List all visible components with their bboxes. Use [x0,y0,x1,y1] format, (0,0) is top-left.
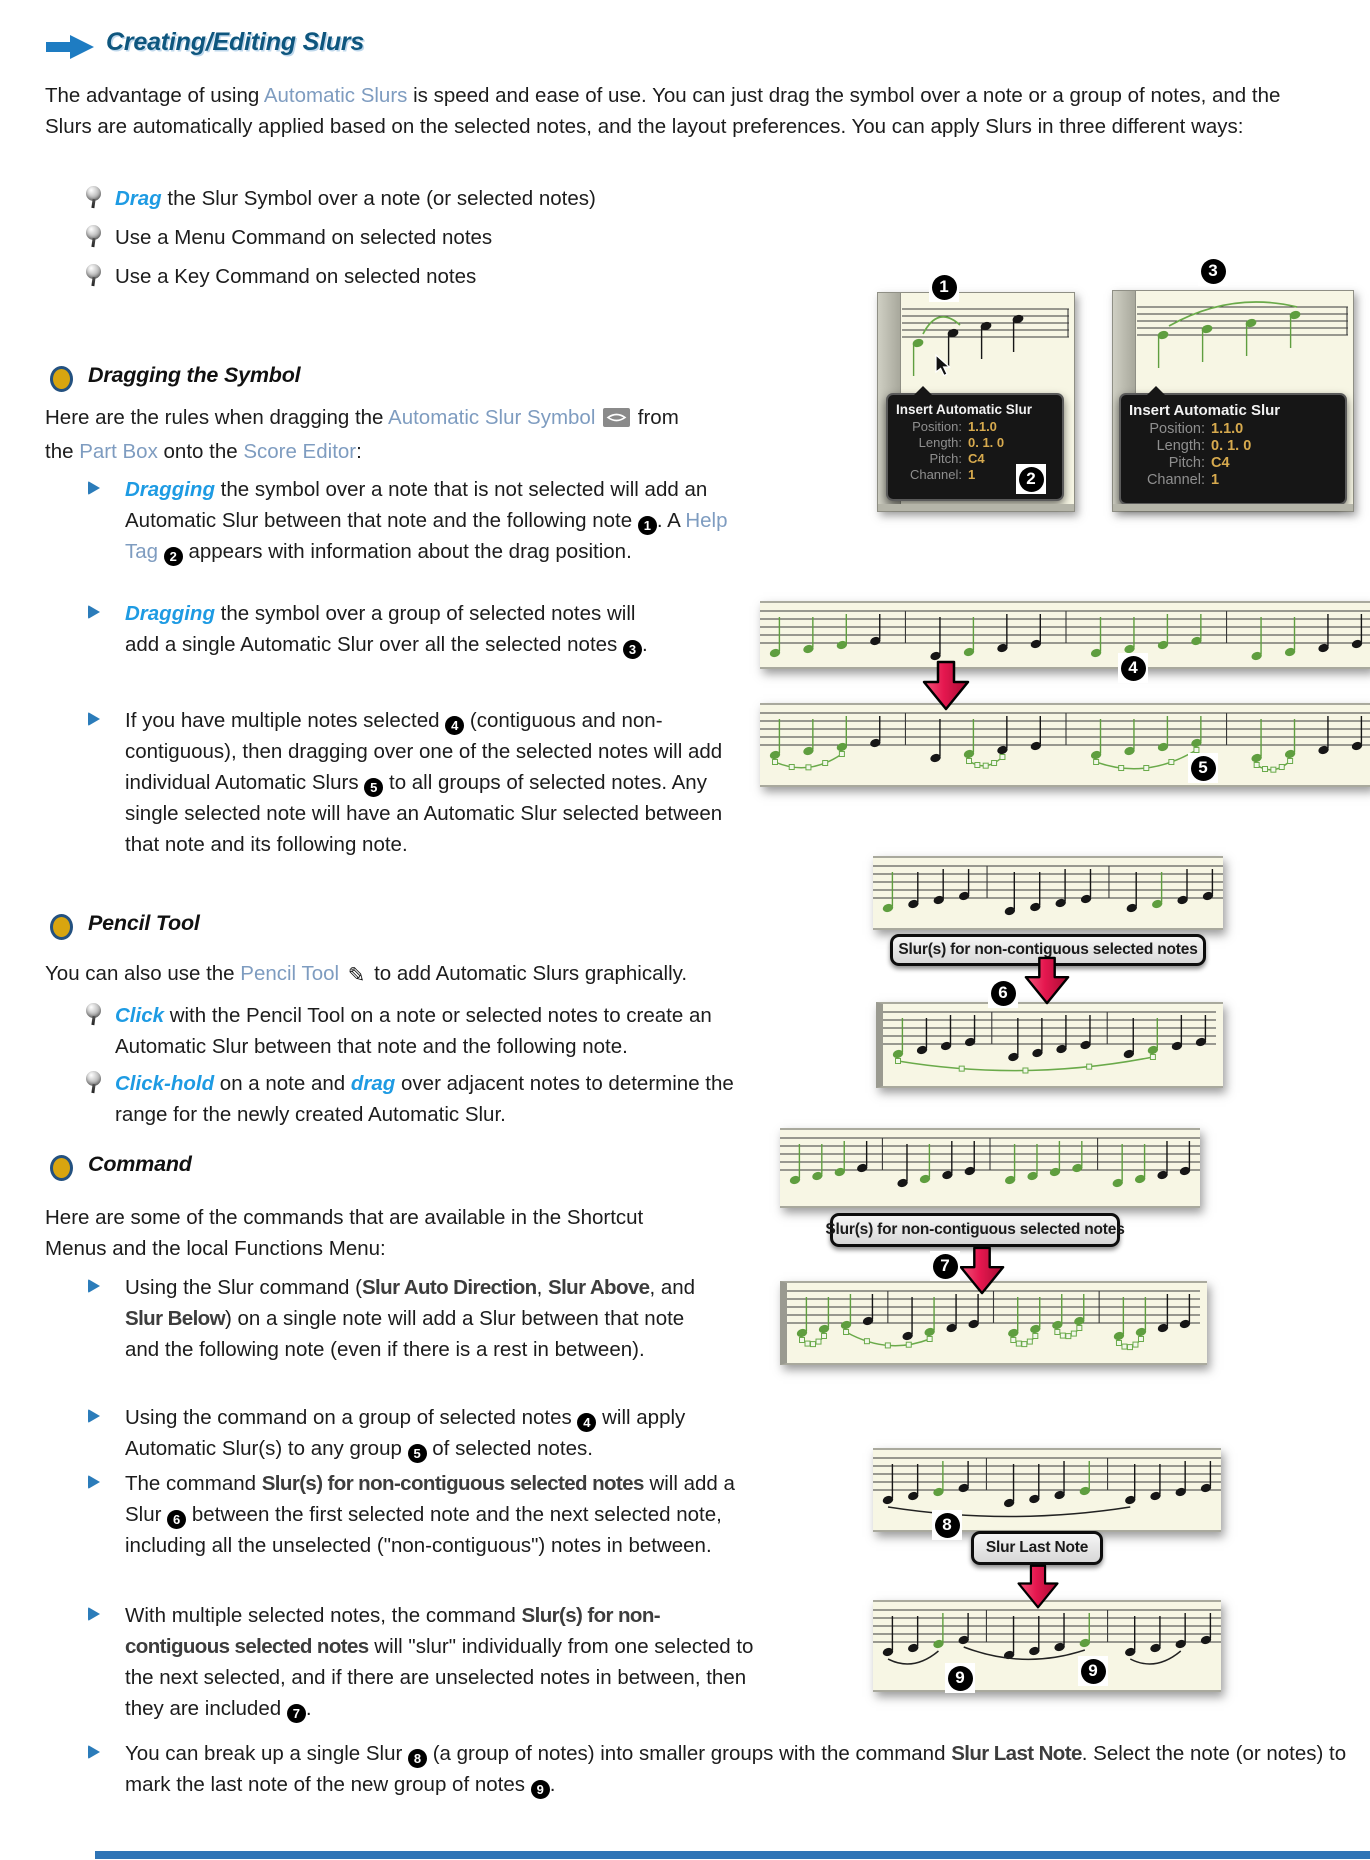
callout-4: 4 [1118,653,1148,683]
score-staff [873,1602,1221,1690]
figure-slur-last-note-result [873,1600,1221,1692]
help-tag-title: Insert Automatic Slur [1129,402,1281,419]
help-tag-value: 0. 1. 0 [968,435,1005,450]
section-heading: Command [88,1152,192,1176]
help-tag-label: Pitch: [1168,455,1205,471]
bullet-item: With multiple selected notes, the command Slur(s) for non-contiguous selected notes will "slur" individually from one selected to the next selected, and if there are unselected notes in between, then they are included 7 . [88,1600,760,1724]
triangle-bullet-icon [88,1475,112,1489]
section-paragraph: You can also use the Pencil Tool ✎ to add Automatic Slurs graphically. [45,962,688,987]
help-tag-label: Length: [1156,438,1205,454]
section-heading: Dragging the Symbol [88,363,301,387]
cross-reference-link[interactable]: Automatic Slurs [263,84,408,107]
help-tag-label: Pitch: [929,451,962,466]
cross-reference-link[interactable]: Help Tag [125,509,728,563]
callout-6: 6 [988,978,1018,1008]
score-staff [873,1450,1221,1530]
triangle-bullet-icon [88,1409,112,1423]
help-tag-label: Position: [1149,421,1205,437]
triangle-bullet-icon [88,481,112,495]
bullet-item: Using the Slur command (Slur Auto Direction, Slur Above, and Slur Below) on a single note will add a Slur between that note and the following note (even if there is a rest in between). [88,1272,696,1365]
figure-label-noncontiguous: Slur(s) for non-contiguous selected notes [890,934,1206,966]
cross-reference-link[interactable]: Automatic Slur Symbol [388,406,596,429]
help-tag-label: Channel: [909,467,962,482]
help-tag-value: 0. 1. 0 [1211,438,1252,454]
callout-1: 1 [929,272,959,302]
section-paragraph: Here are the rules when dragging the Automatic Slur Symbol from the Part Box onto the Score Editor: [45,406,679,463]
red-arrow-icon [954,1246,1010,1296]
figure-selected-notes [760,601,1370,669]
intro-paragraph: The advantage of using Automatic Slurs is speed and ease of use. You can just drag the symbol over a note or a group of notes, and the Slurs are automatically applied based on the selected notes, and the layout preferences. You can apply Slurs in three different ways: [45,84,1281,138]
callout-9: 9 [945,1663,975,1693]
bullet-item: You can break up a single Slur 8 (a group of notes) into smaller groups with the command Slur Last Note. Select the note (or notes) to mark the last note of the new group of notes 9 . [88,1738,1360,1800]
section-bullet-icon [50,1155,73,1181]
score-staff [883,1004,1216,1086]
help-tag-value: 1.1.0 [1211,421,1244,437]
figure-noncontiguous-after [876,1002,1223,1088]
help-tag-label: Channel: [1146,472,1205,488]
triangle-bullet-icon [88,1279,112,1293]
callout-5: 5 [1188,753,1218,783]
list-item: Drag the Slur Symbol over a note (or selected notes) [86,183,726,214]
pushpin-icon [86,1003,101,1018]
score-staff [780,1130,1200,1206]
callout-7: 7 [930,1251,960,1281]
pushpin-icon [86,186,101,201]
page-footer-bar [95,1851,1370,1859]
page-title: Creating/Editing Slurs [106,28,365,56]
pushpin-icon [86,1071,101,1086]
score-staff [878,293,1074,393]
figure-single-long-slur [873,1448,1221,1532]
score-staff [873,858,1223,928]
cross-reference-link[interactable]: Score Editor [243,440,357,463]
section-paragraph: Here are some of the commands that are available in the Shortcut Menus and the local Functions Menu: [45,1206,644,1260]
triangle-bullet-icon [88,712,112,726]
help-tag-value: 1 [968,467,976,482]
list-item: Click-hold on a note and drag over adjacent notes to determine the range for the newly created Automatic Slur. [86,1068,754,1130]
list-item: Click with the Pencil Tool on a note or selected notes to create an Automatic Slur between that note and the following note. [86,1000,734,1062]
slur-symbol-icon [603,405,630,436]
section-heading: Pencil Tool [88,911,200,935]
red-arrow-icon [1010,1564,1066,1610]
cross-reference-link[interactable]: Pencil Tool [240,962,340,985]
score-staff [760,705,1370,785]
section-bullet-icon [50,914,73,940]
callout-2: 2 [1016,464,1046,494]
bullet-item: Using the command on a group of selected notes 4 will apply Automatic Slur(s) to any group 5 of selected notes. [88,1402,748,1464]
help-tag-value: 1.1.0 [968,419,997,434]
bullet-item: Dragging the symbol over a note that is not selected will add an Automatic Slur between that note and the following note 1 . A Help Tag 2 appears with information about the drag position. [88,474,728,567]
callout-8: 8 [932,1510,962,1540]
window-bottom-edge [1113,504,1353,511]
bullet-item: The command Slur(s) for non-contiguous selected notes will add a Slur 6 between the first selected note and the next selected note, including all the unselected ("non-contiguous") notes in between. [88,1468,776,1561]
triangle-bullet-icon [88,1745,112,1759]
help-tag-label: Position: [912,419,962,434]
apply-ways-list [86,183,726,292]
window-bottom-edge [878,504,1074,511]
section-arrow-icon [46,33,96,61]
list-item: Use a Menu Command on selected notes [86,222,726,253]
figure-noncontiguous-before [873,856,1223,930]
pencil-icon: ✎ [347,963,366,987]
cross-reference-link[interactable]: Part Box [79,440,158,463]
help-tag [1119,393,1347,505]
score-staff [760,603,1370,667]
help-tag-title: Insert Automatic Slur [896,402,1033,417]
score-staff [1113,291,1353,391]
red-arrow-icon [918,660,974,712]
section-bullet-icon [50,366,73,392]
triangle-bullet-icon [88,605,112,619]
list-item: Use a Key Command on selected notes [86,261,726,292]
callout-9: 9 [1078,1656,1108,1686]
red-arrow-icon [1019,956,1075,1006]
triangle-bullet-icon [88,1607,112,1621]
help-tag-value: C4 [968,451,985,466]
figure-label-slur-last-note: Slur Last Note [971,1531,1103,1565]
figure-drag-note-group [1112,290,1354,512]
help-tag-value: 1 [1211,472,1220,488]
figure-label-noncontiguous: Slur(s) for non-contiguous selected notes [830,1213,1120,1247]
pushpin-icon [86,225,101,240]
pushpin-icon [86,264,101,279]
callout-3: 3 [1198,256,1228,286]
figure-individual-slurs [760,703,1370,787]
figure-multi-selected-before [780,1128,1200,1208]
bullet-item: Dragging the symbol over a group of selected notes will add a single Automatic Slur over all the selected notes 3 . [88,598,668,660]
bullet-item: If you have multiple notes selected 4 (contiguous and non-contiguous), then dragging over one of the selected notes will add individual Automatic Slurs 5 to all groups of selected notes. Any single selected note will have an Automatic Slur selected between that note and its following note. [88,705,750,860]
help-tag-label: Length: [918,435,962,450]
help-tag-value: C4 [1211,455,1230,471]
